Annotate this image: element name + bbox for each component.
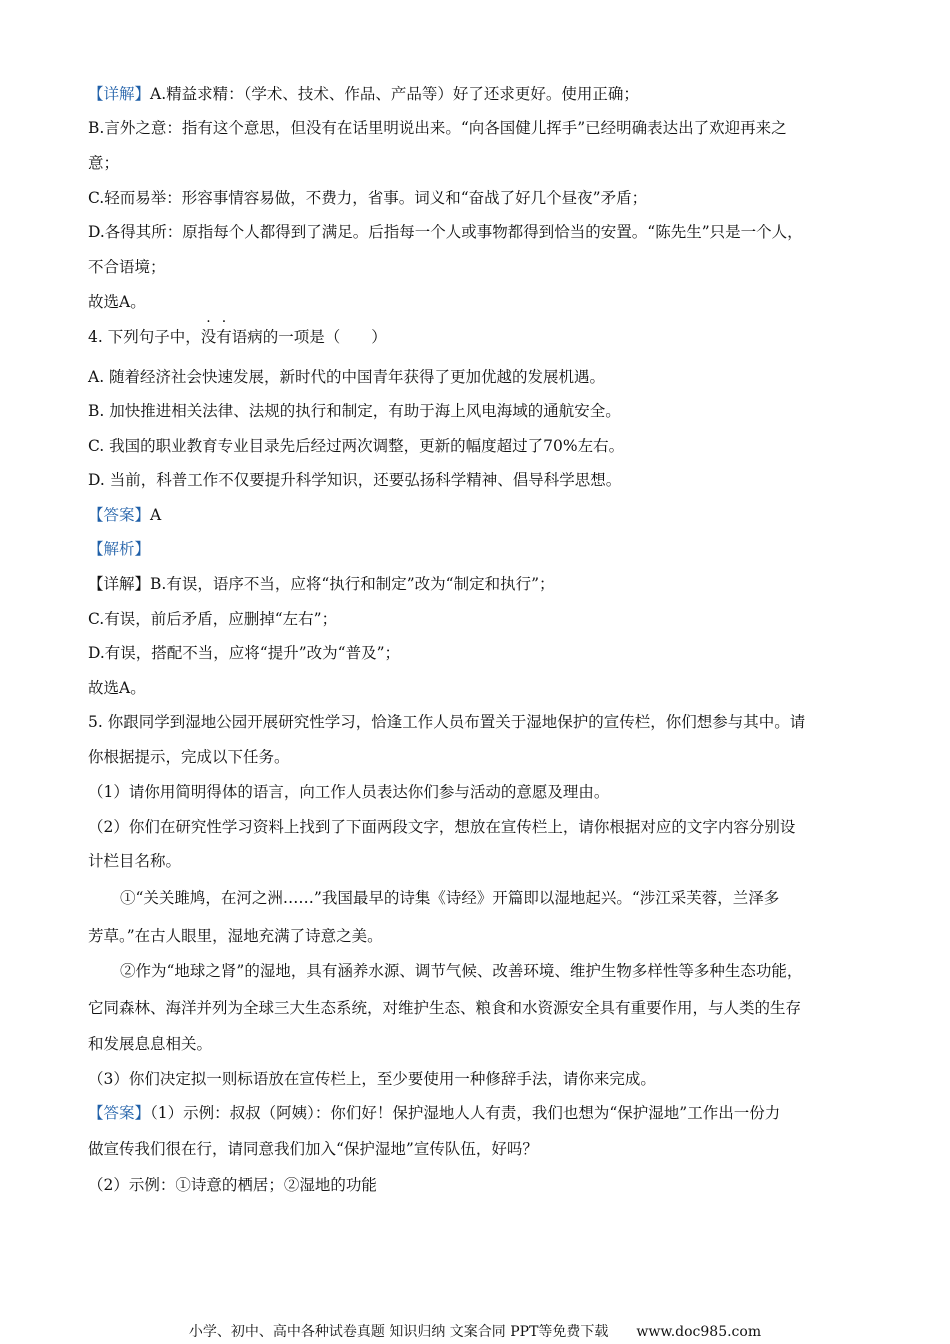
question-5-stem: 你根据提示，完成以下任务。 [88, 748, 290, 766]
option-c: C. 我国的职业教育专业目录先后经过两次调整，更新的幅度超过了70%左右。 [88, 437, 625, 455]
answer-value: A [150, 506, 162, 524]
task-2: 计栏目名称。 [88, 852, 182, 870]
task-1: （1）请你用简明得体的语言，向工作人员表达你们参与活动的意愿及理由。 [88, 783, 610, 801]
option-a: A. 随着经济社会快速发展，新时代的中国青年获得了更加优越的发展机遇。 [88, 368, 606, 386]
detail-line: C.轻而易举：形容事情容易做，不费力，省事。词义和“奋战了好几个昼夜”矛盾； [88, 189, 648, 207]
question-5-stem: 5. 你跟同学到湿地公园开展研究性学习，恰逢工作人员布置关于湿地保护的宣传栏，你们想参与其中。请 [88, 713, 806, 731]
detail-line: 不合语境； [88, 258, 166, 276]
emphasis-dot: 有 [216, 328, 232, 346]
answer-tag: 【答案】 [88, 506, 151, 524]
detail-line: C.有误，前后矛盾，应删掉“左右”； [88, 610, 338, 628]
answer-line: 做宣传我们很在行，请同意我们加入“保护湿地”宣传队伍，好吗？ [88, 1140, 538, 1158]
detail-tag: 【详解】 [88, 85, 151, 103]
detail-line: B.言外之意：指有这个意思，但没有在话里明说出来。“向各国健儿挥手”已经明确表达出了欢迎再来之 [88, 119, 787, 137]
reading-paragraph-2: 和发展息息相关。 [88, 1035, 213, 1053]
detail-line: 意； [88, 154, 120, 172]
answer-line: 【答案】（1）示例：叔叔（阿姨）：你们好！保护湿地人人有责，我们也想为“保护湿地”工作出一份力 [88, 1104, 781, 1122]
analysis-tag: 【解析】 [88, 540, 151, 558]
detail-line: D.各得其所：原指每个人都得到了满足。后指每一个人或事物都得到恰当的安置。“陈先生”只是一个人， [88, 223, 803, 241]
page-footer: 小学、初中、高中各种试卷真题 知识归纳 文案合同 PPT等免费下载 www.doc985.com [188, 1324, 762, 1340]
reading-paragraph-1: 芳草。”在古人眼里，湿地充满了诗意之美。 [88, 927, 383, 945]
detail-tag: 【详解】 [88, 575, 151, 593]
question-4-stem: 4. 下列句子中，没有语病的一项是（ ） [88, 328, 387, 346]
answer-line: （2）示例：①诗意的栖居；②湿地的功能 [88, 1176, 377, 1194]
detail-line: 【详解】B.有误，语序不当，应将“执行和制定”改为“制定和执行”； [88, 575, 555, 593]
conclusion: 故选A。 [88, 293, 146, 311]
option-d: D. 当前，科普工作不仅要提升科学知识，还要弘扬科学精神、倡导科学思想。 [88, 471, 622, 489]
task-3: （3）你们决定拟一则标语放在宣传栏上，至少要使用一种修辞手法，请你来完成。 [88, 1070, 656, 1088]
conclusion: 故选A。 [88, 679, 146, 697]
emphasis-dot: 没 [200, 328, 217, 346]
task-2: （2）你们在研究性学习资料上找到了下面两段文字，想放在宣传栏上，请你根据对应的文字内容分别设 [88, 818, 796, 836]
reading-paragraph-1: ①“关关雎鸠，在河之洲……”我国最早的诗集《诗经》开篇即以湿地起兴。“涉江采芙蓉，兰泽多 [120, 889, 780, 907]
reading-paragraph-2: 它同森林、海洋并列为全球三大生态系统，对维护生态、粮食和水资源安全具有重要作用，与人类的生存 [88, 999, 802, 1017]
answer-line [88, 505, 161, 525]
detail-line: 【详解】A.精益求精：（学术、技术、作品、产品等）好了还求更好。使用正确； [88, 85, 639, 103]
answer-tag: 【答案】 [88, 1104, 151, 1122]
option-b: B. 加快推进相关法律、法规的执行和制定，有助于海上风电海域的通航安全。 [88, 402, 621, 420]
reading-paragraph-2: ②作为“地球之肾”的湿地，具有涵养水源、调节气候、改善环境、维护生物多样性等多种生态功能， [120, 962, 803, 980]
detail-line: D.有误，搭配不当，应将“提升”改为“普及”； [88, 644, 400, 662]
